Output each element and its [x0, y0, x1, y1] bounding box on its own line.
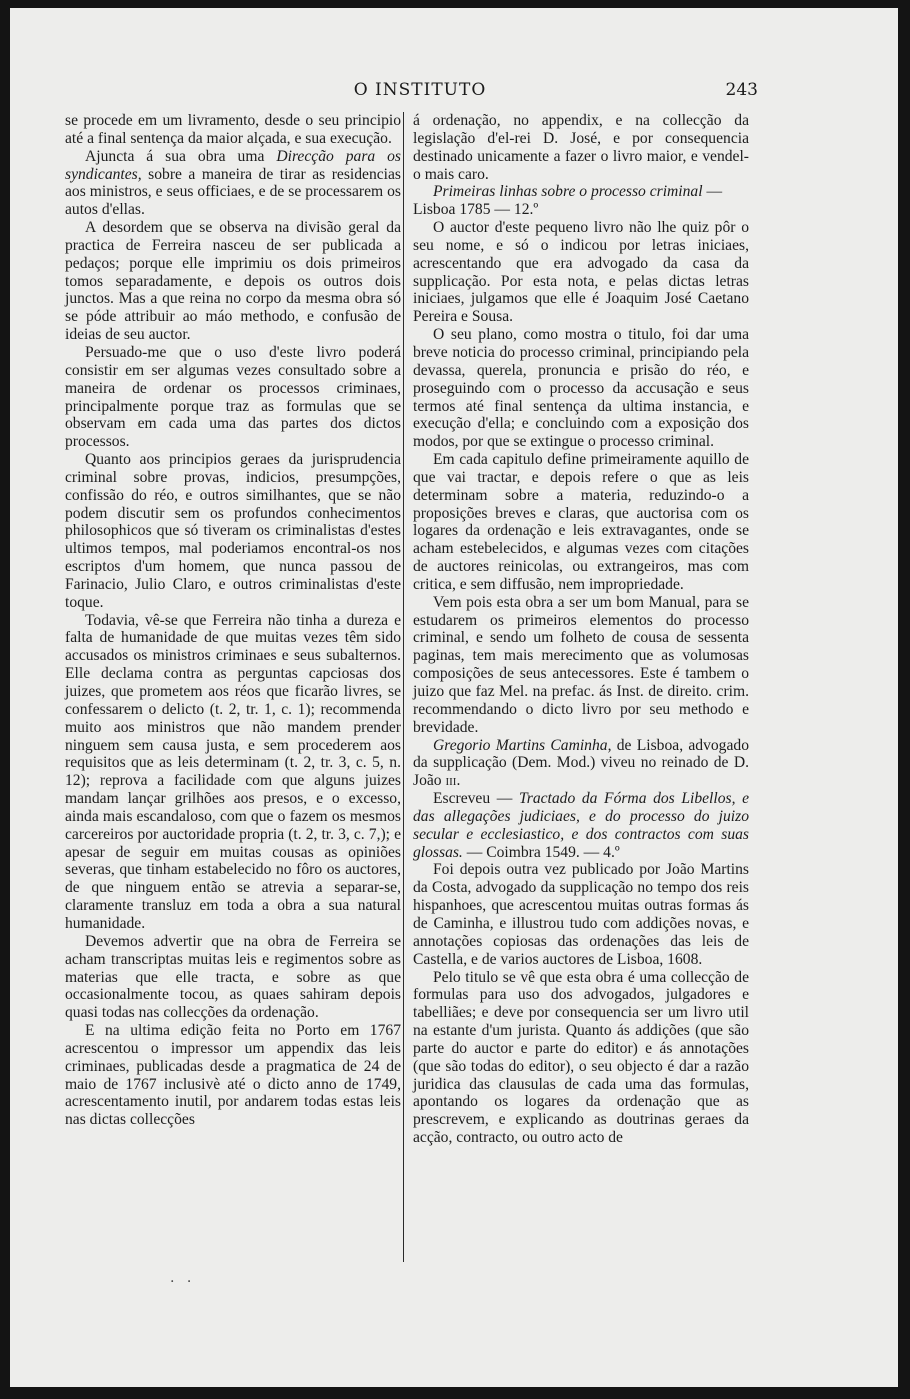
bibliographic-entry: Escreveu — Tractado da Fórma dos Libellos, e das allegações judiciaes, e do processo do juizo secular e ecclesiastico, e dos contractos com suas glossas. — Coimbra 1549. — 4.º — [413, 790, 749, 861]
paragraph: A desordem que se observa na divisão geral da practica de Ferreira nasceu de ser publicada a pedaços; porque elle imprimiu os dois primeiros tomos separadamente, e depois os outros dois junctos. Mas a que reina no corpo da mesma obra só se póde attribuir ao máo methodo, e confusão de ideias de seu auctor. — [65, 219, 401, 344]
paragraph: Quanto aos principios geraes da jurisprudencia criminal sobre provas, indicios, presumpções, confissão do réo, e outros similhantes, que se não podem discutir sem os profundos conhecimentos philosophicos que só tiveram os criminalistas d'estes ultimos tempos, mal poderiamos encontral-os nos escriptos d'um homem, que nunca passou de Farinacio, Julio Claro, e outros criminalistas d'este toque. — [65, 451, 401, 611]
bibliographic-entry: Primeiras linhas sobre o processo criminal — Lisboa 1785 — 12.º — [413, 183, 723, 219]
paragraph: Ajuncta á sua obra uma Direcção para os syndicantes, sobre a maneira de tirar as residencias aos ministros, e seus officiaes, e de se processarem os autos d'ellas. — [65, 147, 401, 219]
left-column — [65, 112, 401, 1129]
paragraph: Todavia, vê-se que Ferreira não tinha a dureza e falta de humanidade de que muitas vezes têm sido accusados os ministros criminaes e seus subalternos. Elle declama contra as perguntas capciosas dos juizes, que prometem aos réos que ficarão livres, se confessarem o delicto (t. 2, tr. 1, c. 1); recommenda muito aos ministros que não mandem prender ninguem sem causa justa, e sem procederem aos requisitos que as leis determinam (t. 2, tr. 3, c. 5, n. 12); reprova a facilidade com que alguns juizes mandam lançar grilhões aos presos, e o excesso, ainda mais escandaloso, com que o fazem os mesmos carcereiros por auctoridade propria (t. 2, tr. 3, c. 7,); e apesar de seguir em muitas cousas as opiniões severas, que tinham estabelecido no fôro os auctores, de que ninguem então se atrevia a separar-se, claramente transluz em toda a obra a sua natural humanidade. — [65, 611, 401, 932]
paragraph: Vem pois esta obra a ser um bom Manual, para se estudarem os primeiros elementos do processo criminal, e sendo um folheto de cousa de sessenta paginas, tem mais merecimento que as volumosas composições de seus antecessores. Este é tambem o juizo que faz Mel. na prefac. ás Inst. de direito. crim. recommendando o dicto livro por seu methodo e brevidade. — [413, 593, 749, 736]
italic-title: Direcção para os syndicantes, — [65, 147, 401, 183]
paragraph: á ordenação, no appendix, e na collecção da legislação d'el-rei D. José, e por consequencia destinado unicamente a fazer o livro maior, e vendel-o mais caro. — [413, 112, 749, 183]
paragraph: Pelo titulo se vê que esta obra é uma collecção de formulas para uso dos advogados, julgadores e tabelliães; e deve por consequencia ser um livro util na estante d'um jurista. Quanto ás addições (que são parte do auctor e parte do editor) e ás annotações (que são todas do editor), o seu objecto é dar a razão juridica das clausulas de cada uma das formulas, apontando os logares da ordenação que as prescrevem, e explicando as doutrinas geraes da acção, contracto, ou outro acto de — [413, 968, 749, 1147]
paragraph: Persuado-me que o uso d'este livro poderá consistir em ser algumas vezes consultado sobre a maneira de ordenar os processos criminaes, principalmente porque traz as formulas que se observam em cada uma das partes dos dictos processos. — [65, 343, 401, 451]
page-number: 243 — [725, 80, 758, 100]
author-entry: Gregorio Martins Caminha, de Lisboa, advogado da supplicação (Dem. Mod.) viveu no reinado de D. João iii. — [413, 736, 749, 790]
page-header — [10, 80, 898, 104]
paragraph: O auctor d'este pequeno livro não lhe quiz pôr o seu nome, e só o indicou por letras iniciaes, acrescentando que era advogado da casa da supplicação. Por esta nota, e pelas dictas letras iniciaes, julgamos que elle é Joaquim José Caetano Pereira e Sousa. — [413, 219, 749, 326]
paragraph: E na ultima edição feita no Porto em 1767 acrescentou o impressor um appendix das leis criminaes, publicadas desde a pragmatica de 24 de maio de 1767 inclusivè até o dicto anno de 1749, acrescentamento inutil, por andarem todas estas leis nas dictas collecções — [65, 1022, 401, 1129]
column-divider — [403, 112, 404, 1262]
paragraph: O seu plano, como mostra o titulo, foi dar uma breve noticia do processo criminal, principiando pela devassa, querela, pronuncia e prisão do réo, e proseguindo com o processo da accusação e seus termos até final sentença da ultima instancia, e execução d'ella; e concluindo com a exposição dos modos, por que se extingue o processo criminal. — [413, 326, 749, 451]
paragraph: Devemos advertir que na obra de Ferreira se acham transcriptas muitas leis e regimentos sobre as materias que elle tracta, e sobre as que occasionalmente tocou, as quaes sahiram depois quasi todas nas collecções da ordenação. — [65, 932, 401, 1022]
book-page — [10, 8, 898, 1387]
running-title: O INSTITUTO — [353, 80, 487, 100]
footer-mark: . . — [170, 1270, 196, 1286]
paragraph: Em cada capitulo define primeiramente aquillo de que vai tractar, e depois refere o que as leis determinam sobre a materia, reduzindo-o a proposições breves e claras, que auctorisa com os logares da ordenação e leis extravagantes, onde se acham estebelecidos, e algumas vezes com citações de auctores reinicolas, ou extrangeiros, mas com critica, e sem diffusão, nem impropriedade. — [413, 451, 749, 593]
right-column — [413, 112, 749, 1147]
paragraph: se procede em um livramento, desde o seu principio até a final sentença da maior alçada, e sua execução. — [65, 112, 401, 147]
paragraph: Foi depois outra vez publicado por João Martins da Costa, advogado da supplicação no tempo dos reis hispanhoes, que acrescentou muitas outras formas ás de Caminha, e illustrou tudo com addições novas, e annotações copiosas das ordenações das leis de Castella, e de varios auctores de Lisboa, 1608. — [413, 861, 749, 968]
